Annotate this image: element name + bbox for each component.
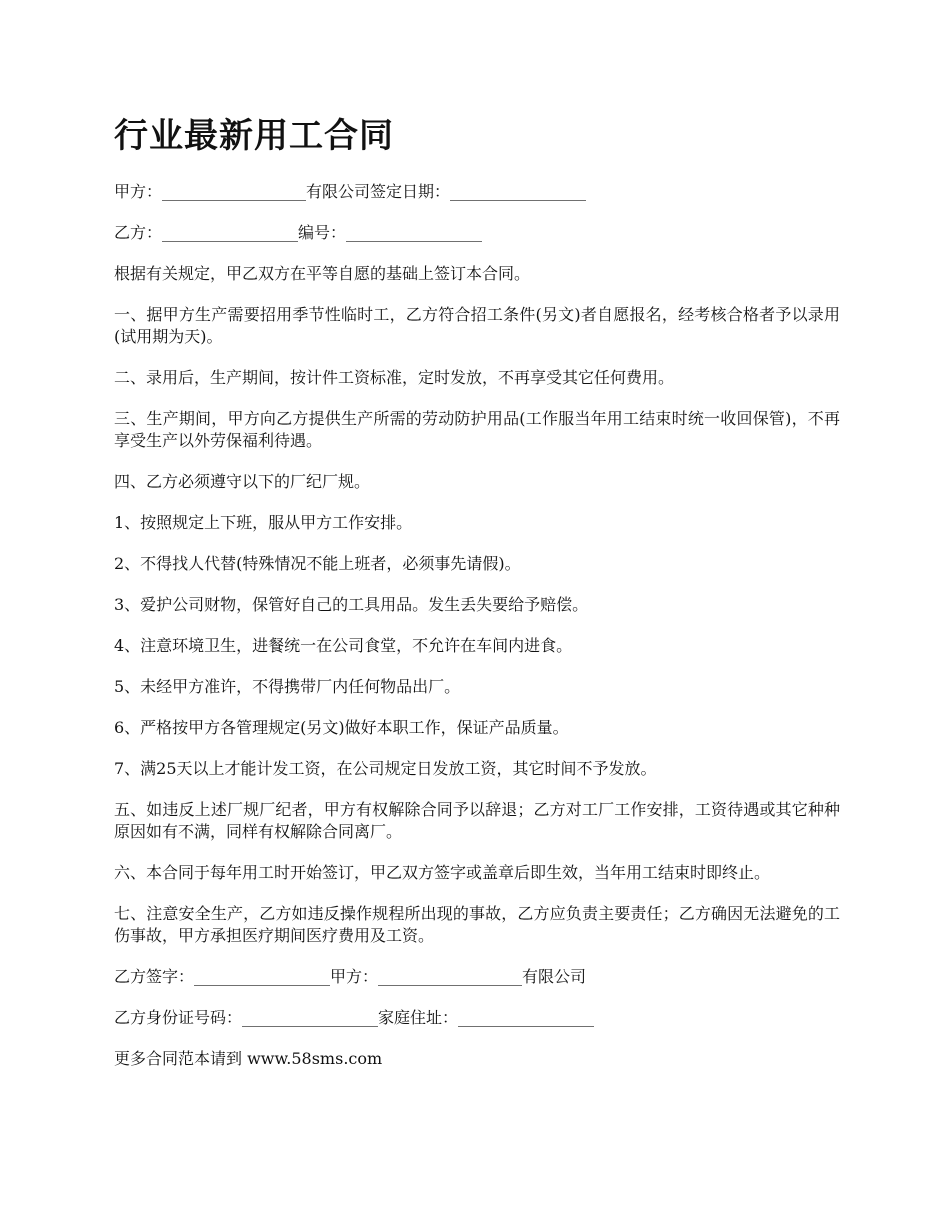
rule-7: 7、满25天以上才能计发工资，在公司规定日发放工资，其它时间不予发放。	[114, 759, 657, 778]
rule-1: 1、按照规定上下班，服从甲方工作安排。	[114, 513, 413, 532]
clause-6: 六、本合同于每年用工时开始签订，甲乙双方签字或盖章后即生效，当年用工结束时即终止。	[114, 863, 771, 882]
rule-4: 4、注意环境卫生，进餐统一在公司食堂，不允许在车间内进食。	[114, 636, 573, 655]
signature-line: 乙方签字：_________________甲方：__________________有限公司	[114, 967, 587, 986]
party-b-line: 乙方：_________________编号：_________________	[114, 223, 483, 242]
rule-3: 3、爱护公司财物，保管好自己的工具用品。发生丢失要给予赔偿。	[114, 595, 589, 614]
footer-link-text: 更多合同范本请到 www.58sms.com	[114, 1049, 383, 1068]
rule-2: 2、不得找人代替(特殊情况不能上班者，必须事先请假)。	[114, 554, 521, 573]
preamble: 根据有关规定，甲乙双方在平等自愿的基础上签订本合同。	[114, 264, 531, 283]
clause-5: 五、如违反上述厂规厂纪者，甲方有权解除合同予以辞退；乙方对工厂工作安排，工资待遇或其它种种原因如有不满，同样有权解除合同离厂。	[114, 800, 840, 841]
rule-5: 5、未经甲方准许，不得携带厂内任何物品出厂。	[114, 677, 461, 696]
clause-3: 三、生产期间，甲方向乙方提供生产所需的劳动防护用品(工作服当年用工结束时统一收回保管)，不再享受生产以外劳保福利待遇。	[114, 409, 840, 450]
clause-1: 一、据甲方生产需要招用季节性临时工，乙方符合招工条件(另文)者自愿报名，经考核合格者予以录用(试用期为天)。	[114, 305, 840, 346]
clause-2: 二、录用后，生产期间，按计件工资标准，定时发放，不再享受其它任何费用。	[114, 368, 675, 387]
clause-4: 四、乙方必须遵守以下的厂纪厂规。	[114, 472, 371, 491]
id-address-line: 乙方身份证号码：_________________家庭住址：_________________	[114, 1008, 595, 1027]
clause-7: 七、注意安全生产，乙方如违反操作规程所出现的事故，乙方应负责主要责任；乙方确因无法避免的工伤事故，甲方承担医疗期间医疗费用及工资。	[114, 904, 840, 945]
document-title: 行业最新用工合同	[114, 116, 394, 156]
document-page	[114, 112, 840, 1089]
rule-6: 6、严格按甲方各管理规定(另文)做好本职工作，保证产品质量。	[114, 718, 569, 737]
party-a-line: 甲方：__________________有限公司签定日期：_________________	[114, 182, 587, 201]
